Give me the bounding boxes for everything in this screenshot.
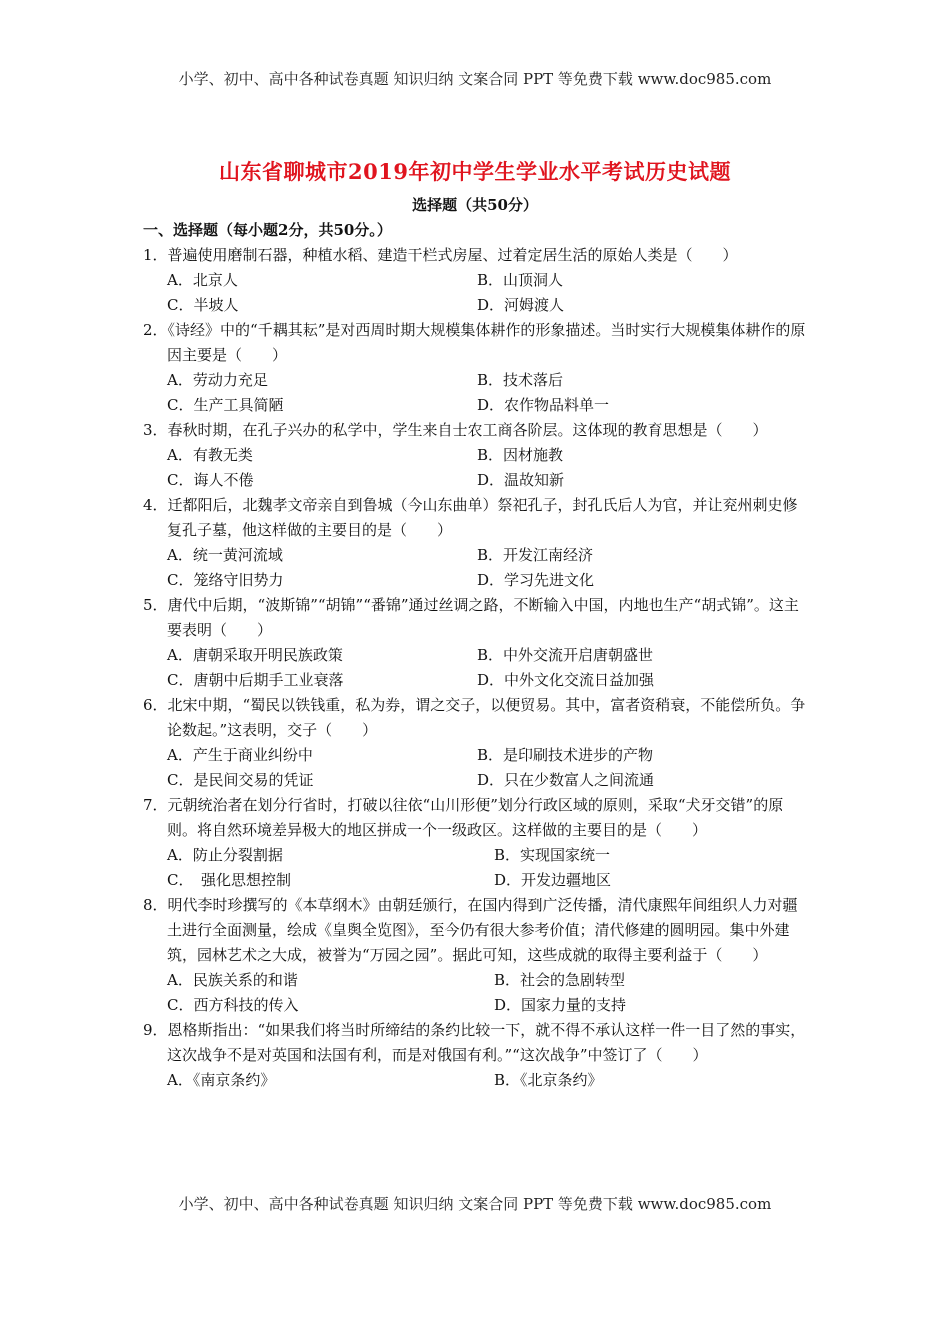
question-6 <box>143 693 811 793</box>
option-b[interactable]: B．中外交流开启唐朝盛世 <box>477 646 654 664</box>
question-options <box>143 643 811 693</box>
exam-content <box>143 218 811 1093</box>
option-a[interactable]: A．统一黄河流域 <box>167 546 283 564</box>
option-d[interactable]: D．只在少数富人之间流通 <box>477 771 655 789</box>
option-b[interactable]: B．社会的急剧转型 <box>494 971 626 989</box>
option-a[interactable]: A．防止分裂割据 <box>167 846 283 864</box>
question-5 <box>143 593 811 693</box>
question-options <box>143 268 811 318</box>
question-2 <box>143 318 811 418</box>
exam-subtitle: 选择题（共50分） <box>412 196 538 214</box>
option-d[interactable]: D．国家力量的支持 <box>494 996 627 1014</box>
option-a[interactable]: A．民族关系的和谐 <box>167 971 298 989</box>
option-c[interactable]: C．生产工具简陋 <box>167 396 284 414</box>
option-c[interactable]: C．是民间交易的凭证 <box>167 771 314 789</box>
option-c[interactable]: C．西方科技的传入 <box>167 996 299 1014</box>
question-8 <box>143 893 811 1018</box>
option-d[interactable]: D．开发边疆地区 <box>494 871 612 889</box>
page-header: 小学、初中、高中各种试卷真题 知识归纳 文案合同 PPT 等免费下载 www.doc985.com <box>178 70 772 88</box>
option-a[interactable]: A．有教无类 <box>167 446 253 464</box>
question-options <box>143 543 811 593</box>
page-footer: 小学、初中、高中各种试卷真题 知识归纳 文案合同 PPT 等免费下载 www.doc985.com <box>178 1195 772 1213</box>
option-a[interactable]: A．《南京条约》 <box>167 1071 276 1089</box>
question-stem: 7．元朝统治者在划分行省时，打破以往依“山川形便”划分行政区域的原则，采取“犬牙交错”的原则。将自然环境差异极大的地区拼成一个一级政区。这样做的主要目的是（ ） <box>143 796 784 839</box>
question-9 <box>143 1018 811 1093</box>
option-b[interactable]: B．实现国家统一 <box>494 846 611 864</box>
question-stem: 2．《诗经》中的“千耦其耘”是对西周时期大规模集体耕作的形象描述。当时实行大规模集体耕作的原因主要是（ ） <box>143 321 806 364</box>
question-options <box>143 843 811 893</box>
section-heading: 一、选择题（每小题2分，共50分。） <box>143 221 392 239</box>
question-stem: 1．普遍使用磨制石器，种植水稻、建造干栏式房屋、过着定居生活的原始人类是（ ） <box>143 246 738 264</box>
option-c[interactable]: C．诲人不倦 <box>167 471 254 489</box>
question-1 <box>143 243 811 318</box>
question-3 <box>143 418 811 493</box>
option-d[interactable]: D．温故知新 <box>477 471 565 489</box>
option-d[interactable]: D．农作物品料单一 <box>477 396 610 414</box>
option-b[interactable]: B．山顶洞人 <box>477 271 564 289</box>
option-b[interactable]: B．是印刷技术进步的产物 <box>477 746 654 764</box>
option-c[interactable]: C．笼络守旧势力 <box>167 571 284 589</box>
question-stem: 6．北宋中期，“蜀民以铁钱重，私为券，谓之交子，以便贸易。其中，富者资稍衰，不能偿所负。争论数起。”这表明，交子（ ） <box>143 696 806 739</box>
option-d[interactable]: D．学习先进文化 <box>477 571 595 589</box>
option-c[interactable]: C． 强化思想控制 <box>167 871 291 889</box>
option-a[interactable]: A．唐朝采取开明民族政策 <box>167 646 343 664</box>
question-stem: 9．恩格斯指出：“如果我们将当时所缔结的条约比较一下，就不得不承认这样一件一目了然的事实，这次战争不是对英国和法国有利，而是对俄国有利。”“这次战争”中签订了（ ） <box>143 1021 806 1064</box>
option-c[interactable]: C．唐朝中后期手工业衰落 <box>167 671 344 689</box>
question-options <box>143 968 811 1018</box>
question-4 <box>143 493 811 593</box>
question-stem: 5．唐代中后期，“波斯锦”“胡锦”“番锦”通过丝调之路，不断输入中国，内地也生产“胡式锦”。这主要表明（ ） <box>143 596 799 639</box>
option-d[interactable]: D．中外文化交流日益加强 <box>477 671 655 689</box>
exam-title: 山东省聊城市2019年初中学生学业水平考试历史试题 <box>219 159 731 184</box>
question-options <box>143 1068 811 1093</box>
question-stem: 3．春秋时期，在孔子兴办的私学中，学生来自士农工商各阶层。这体现的教育思想是（ ） <box>143 421 768 439</box>
option-c[interactable]: C．半坡人 <box>167 296 239 314</box>
option-b[interactable]: B．《北京条约》 <box>494 1071 603 1089</box>
option-a[interactable]: A．北京人 <box>167 271 238 289</box>
option-b[interactable]: B．开发江南经济 <box>477 546 594 564</box>
option-d[interactable]: D．河姆渡人 <box>477 296 565 314</box>
question-7 <box>143 793 811 893</box>
question-options <box>143 368 811 418</box>
option-a[interactable]: A．劳动力充足 <box>167 371 268 389</box>
question-stem: 8．明代李时珍撰写的《本草纲木》由朝廷颁行，在国内得到广泛传播，清代康熙年间组织人力对疆土进行全面测量，绘成《皇舆全览图》，至今仍有很大参考价值；清代修建的圆明园。集中外建筑，园林艺术之大成，被誉为“万园之园”。据此可知，这些成就的取得主要利益于（ ） <box>143 896 798 964</box>
option-b[interactable]: B．技术落后 <box>477 371 564 389</box>
question-options <box>143 443 811 493</box>
option-b[interactable]: B．因材施教 <box>477 446 564 464</box>
question-stem: 4．迁都阳后，北魏孝文帝亲自到鲁城（今山东曲单）祭祀孔子，封孔氏后人为官，并让兖州刺史修复孔子墓，他这样做的主要目的是（ ） <box>143 496 798 539</box>
question-options <box>143 743 811 793</box>
option-a[interactable]: A．产生于商业纠纷中 <box>167 746 313 764</box>
